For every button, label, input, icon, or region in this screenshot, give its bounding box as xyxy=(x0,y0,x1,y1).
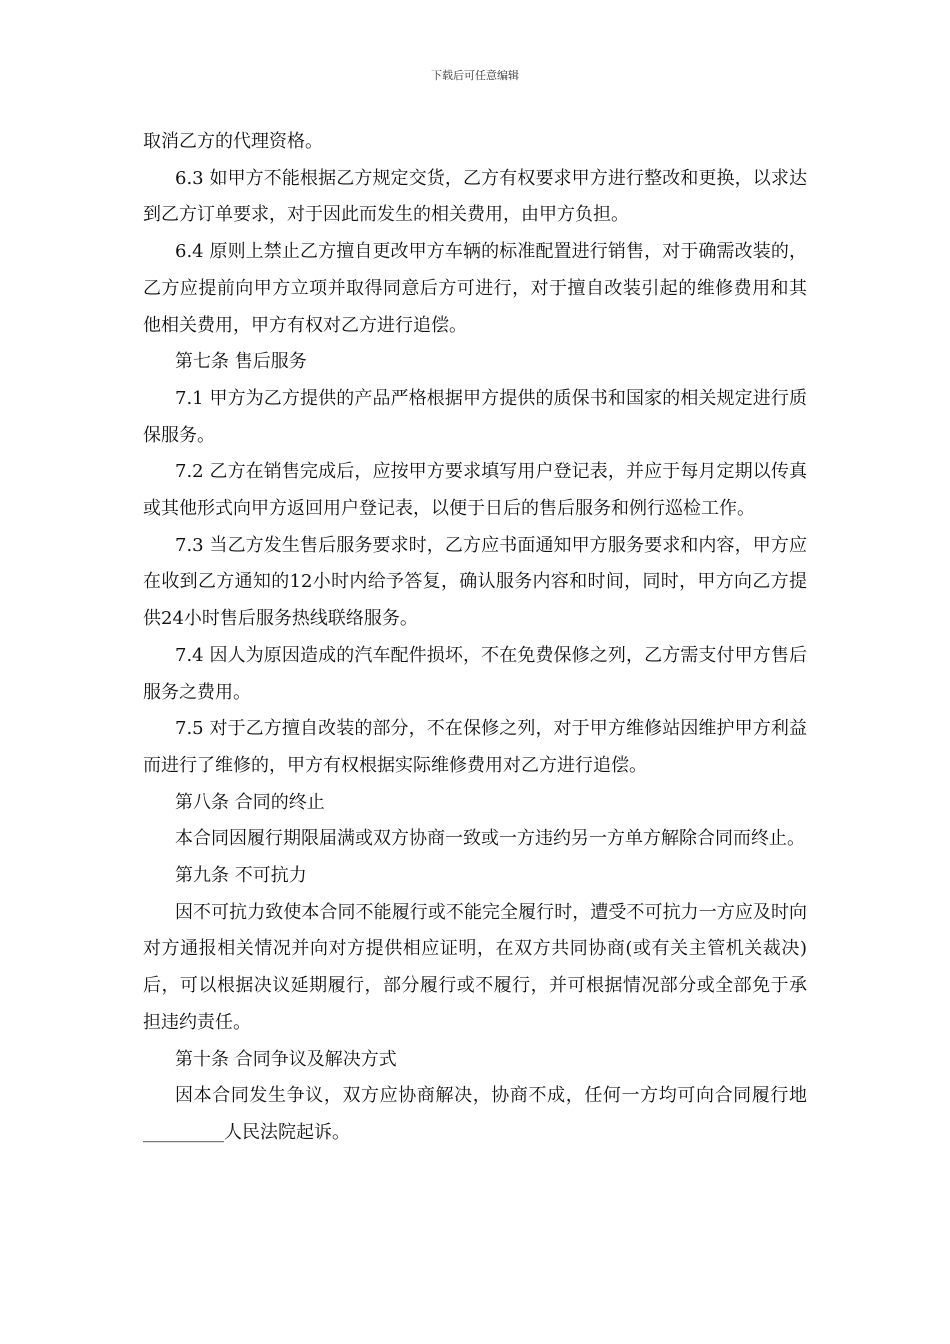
clause-7-1: 7.1 甲方为乙方提供的产品严格根据甲方提供的质保书和国家的相关规定进行质保服务。 xyxy=(143,387,807,446)
paragraph-continuation: 取消乙方的代理资格。 xyxy=(143,131,323,152)
clause-7-3: 7.3 当乙方发生售后服务要求时，乙方应书面通知甲方服务要求和内容，甲方应在收到乙方通知的12小时内给予答复，确认服务内容和时间，同时，甲方向乙方提供24小时售后服务热线联络服务。 xyxy=(143,534,807,630)
article-10-text: 因本合同发生争议，双方应协商解决，协商不成，任何一方均可向合同履行地_________人民法院起诉。 xyxy=(143,1085,807,1143)
clause-7-5: 7.5 对于乙方擅自改装的部分，不在保修之列，对于甲方维修站因维护甲方利益而进行了维修的，甲方有权根据实际维修费用对乙方进行追偿。 xyxy=(143,718,807,776)
article-9-heading: 第九条 不可抗力 xyxy=(175,865,307,887)
clause-6-4: 6.4 原则上禁止乙方擅自更改甲方车辆的标准配置进行销售，对于确需改装的，乙方应提前向甲方立项并取得同意后方可进行，对于擅自改装引起的维修费用和其他相关费用，甲方有权对乙方进行追偿。 xyxy=(143,241,807,336)
clause-7-2: 7.2 乙方在销售完成后，应按甲方要求填写用户登记表，并应于每月定期以传真或其他形式向甲方返回用户登记表，以便于日后的售后服务和例行巡检工作。 xyxy=(143,461,807,520)
article-7-heading: 第七条 售后服务 xyxy=(175,351,307,373)
article-10-heading: 第十条 合同争议及解决方式 xyxy=(175,1048,397,1070)
contract-body xyxy=(143,124,807,1152)
clause-7-4: 7.4 因人为原因造成的汽车配件损坏，不在免费保修之列，乙方需支付甲方售后服务之费用。 xyxy=(143,644,807,703)
page-header: 下载后可任意编辑 xyxy=(431,69,519,82)
article-9-text: 因不可抗力致使本合同不能履行或不能完全履行时，遭受不可抗力一方应及时向对方通报相关情况并向对方提供相应证明，在双方共同协商(或有关主管机关裁决)后，可以根据决议延期履行，部分履行或不履行，并可根据情况部分或全部免于承担违约责任。 xyxy=(143,901,807,1033)
article-8-text: 本合同因履行期限届满或双方协商一致或一方违约另一方单方解除合同而终止。 xyxy=(175,828,805,850)
article-8-heading: 第八条 合同的终止 xyxy=(175,791,325,813)
clause-6-3: 6.3 如甲方不能根据乙方规定交货，乙方有权要求甲方进行整改和更换，以求达到乙方订单要求，对于因此而发生的相关费用，由甲方负担。 xyxy=(143,167,807,226)
